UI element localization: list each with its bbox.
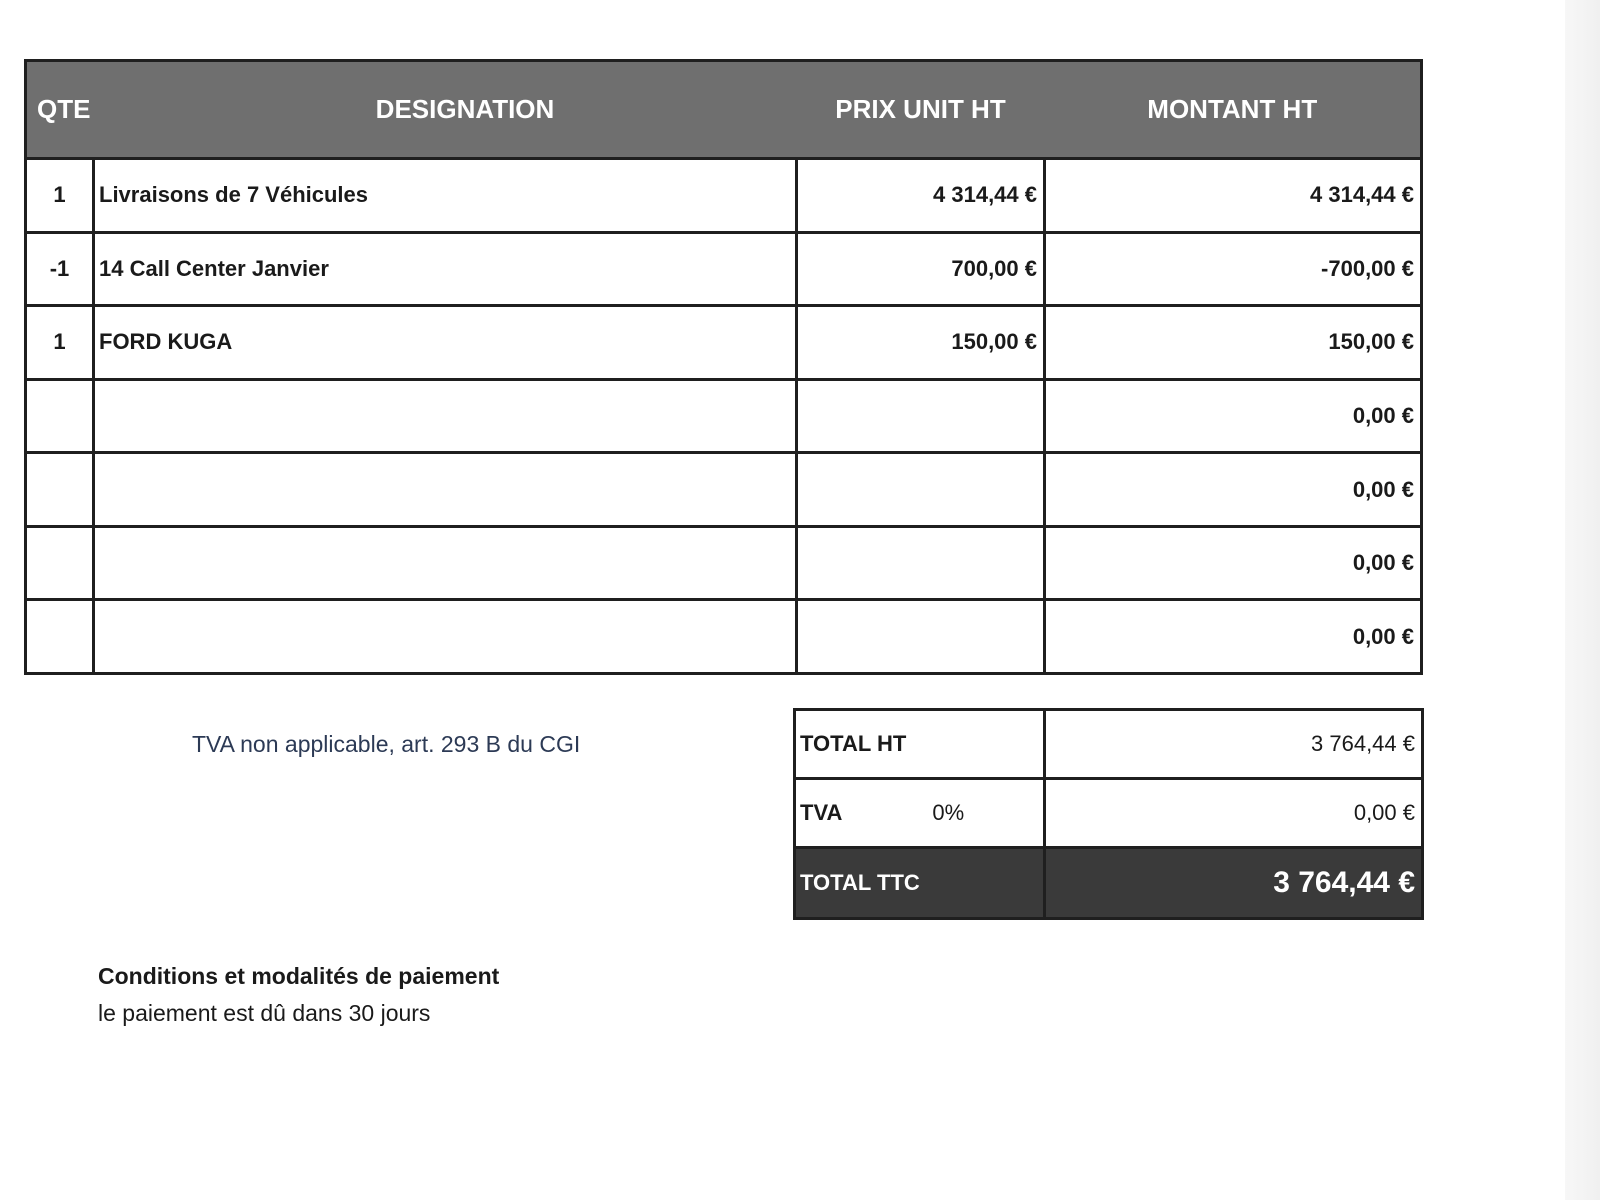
- cell-qte: -1: [26, 232, 94, 306]
- page-edge: [1565, 0, 1600, 1200]
- tva-row: [795, 779, 1423, 848]
- header-designation: DESIGNATION: [94, 61, 797, 159]
- cell-montant: 0,00 €: [1045, 379, 1422, 453]
- total-ttc-row: [795, 848, 1423, 919]
- cell-designation: [94, 379, 797, 453]
- tva-value: 0,00 €: [1045, 779, 1423, 848]
- cell-designation: [94, 453, 797, 527]
- cell-prix-unit: [797, 600, 1045, 674]
- cell-prix-unit: 700,00 €: [797, 232, 1045, 306]
- totals-table: [793, 708, 1424, 920]
- payment-text: le paiement est dû dans 30 jours: [98, 1000, 431, 1026]
- table-row: [26, 306, 1422, 380]
- cell-qte: 1: [26, 306, 94, 380]
- cell-montant: 0,00 €: [1045, 526, 1422, 600]
- total-ht-value: 3 764,44 €: [1045, 710, 1423, 779]
- total-ht-row: [795, 710, 1423, 779]
- table-header-row: [26, 61, 1422, 159]
- invoice-items-table: [24, 59, 1423, 675]
- cell-designation: Livraisons de 7 Véhicules: [94, 159, 797, 233]
- total-ttc-label: TOTAL TTC: [795, 848, 1045, 919]
- cell-designation: [94, 526, 797, 600]
- total-ht-label: TOTAL HT: [795, 710, 1045, 779]
- header-prix-unit: PRIX UNIT HT: [797, 61, 1045, 159]
- tva-exemption-note: TVA non applicable, art. 293 B du CGI: [192, 731, 581, 757]
- cell-prix-unit: [797, 453, 1045, 527]
- cell-qte: [26, 600, 94, 674]
- payment-conditions: [98, 958, 499, 1032]
- tva-label-cell: [795, 779, 1045, 848]
- tva-rate: 0%: [932, 800, 965, 825]
- cell-qte: [26, 453, 94, 527]
- cell-prix-unit: 150,00 €: [797, 306, 1045, 380]
- cell-montant: 150,00 €: [1045, 306, 1422, 380]
- header-montant: MONTANT HT: [1045, 61, 1422, 159]
- payment-title: Conditions et modalités de paiement: [98, 963, 500, 989]
- table-row: [26, 600, 1422, 674]
- total-ttc-value: 3 764,44 €: [1045, 848, 1423, 919]
- table-row: [26, 379, 1422, 453]
- table-row: [26, 159, 1422, 233]
- cell-montant: 4 314,44 €: [1045, 159, 1422, 233]
- tva-label: TVA: [800, 800, 843, 825]
- cell-montant: 0,00 €: [1045, 453, 1422, 527]
- table-row: [26, 526, 1422, 600]
- cell-qte: [26, 379, 94, 453]
- table-row: [26, 232, 1422, 306]
- cell-montant: 0,00 €: [1045, 600, 1422, 674]
- cell-prix-unit: 4 314,44 €: [797, 159, 1045, 233]
- header-qte: QTE: [26, 61, 94, 159]
- cell-designation: FORD KUGA: [94, 306, 797, 380]
- cell-prix-unit: [797, 526, 1045, 600]
- cell-montant: -700,00 €: [1045, 232, 1422, 306]
- cell-designation: [94, 600, 797, 674]
- cell-qte: [26, 526, 94, 600]
- cell-prix-unit: [797, 379, 1045, 453]
- table-row: [26, 453, 1422, 527]
- cell-qte: 1: [26, 159, 94, 233]
- cell-designation: 14 Call Center Janvier: [94, 232, 797, 306]
